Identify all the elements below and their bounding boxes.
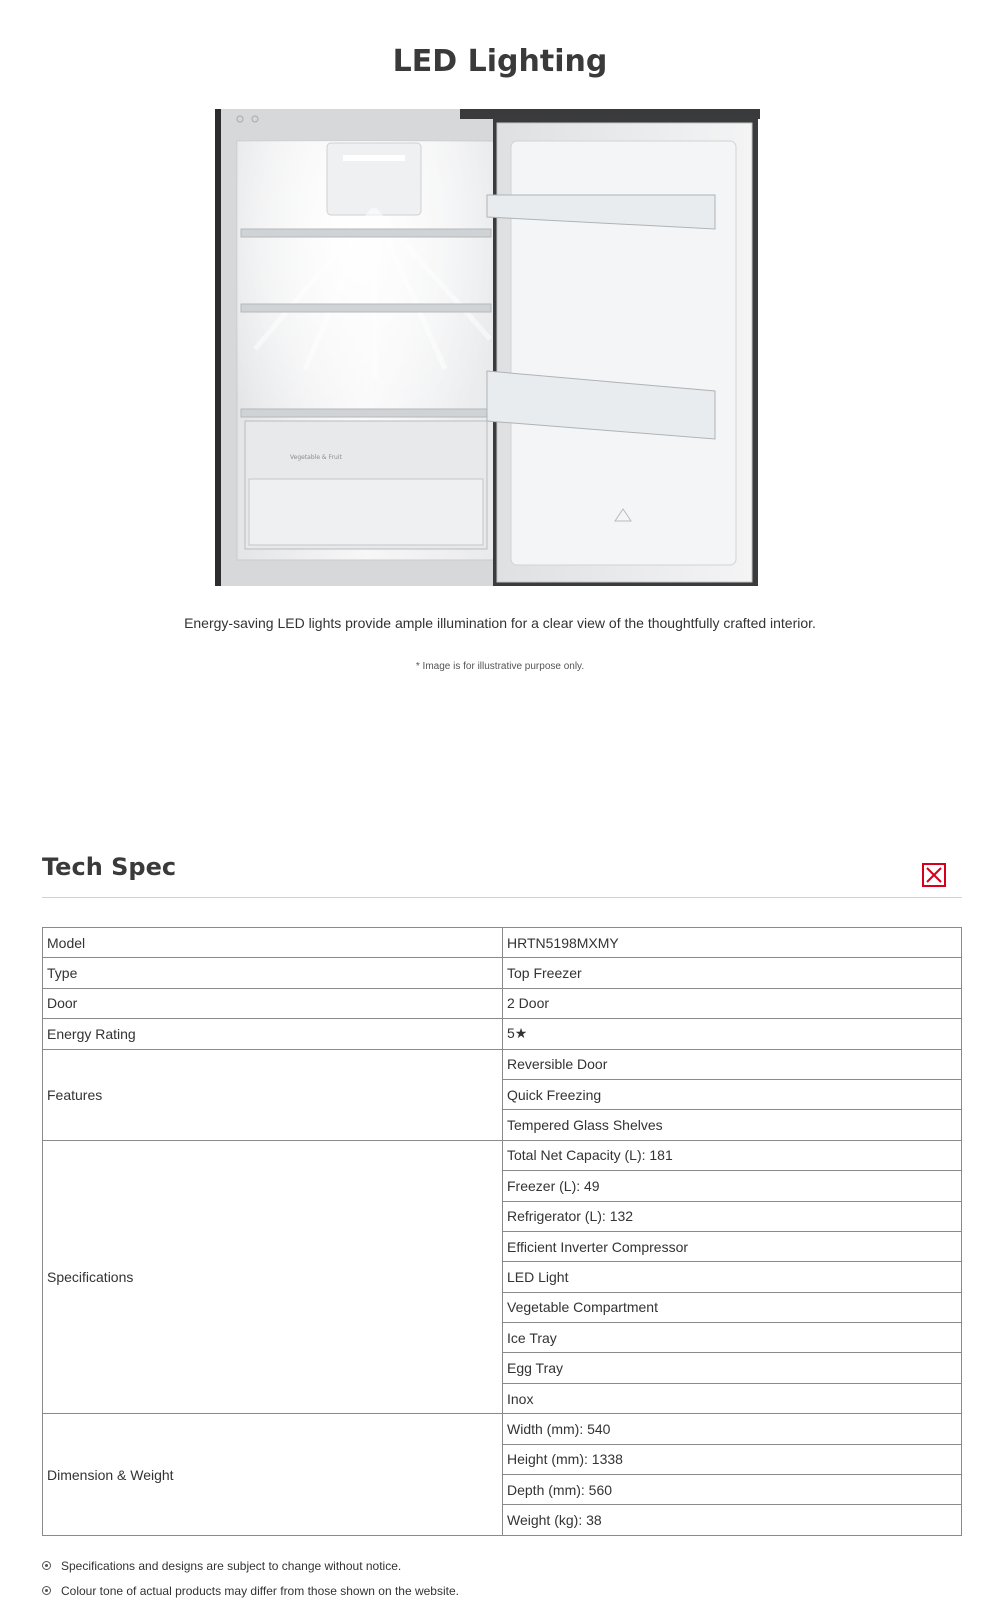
tech-spec-table (42, 927, 962, 1536)
spec-value: Ice Tray (503, 1323, 962, 1353)
spec-value: Efficient Inverter Compressor (503, 1231, 962, 1261)
close-button[interactable] (922, 863, 946, 887)
spec-row-energy-rating (43, 1019, 962, 1049)
title-divider (42, 897, 962, 898)
spec-value: Vegetable Compartment (503, 1292, 962, 1322)
close-x-icon (924, 865, 944, 885)
spec-value: 2 Door (503, 988, 962, 1018)
fridge-interior-image (215, 109, 785, 586)
spec-value: Width (mm): 540 (503, 1414, 962, 1444)
spec-row-type (43, 958, 962, 988)
spec-row-features (43, 1049, 962, 1079)
spec-label: Type (43, 958, 503, 988)
spec-row-specifications (43, 1140, 962, 1170)
spec-value: Refrigerator (L): 132 (503, 1201, 962, 1231)
spec-row-dimension-weight (43, 1414, 962, 1444)
spec-value: Freezer (L): 49 (503, 1171, 962, 1201)
spec-value: LED Light (503, 1262, 962, 1292)
footnotes (42, 1553, 459, 1603)
spec-label: Specifications (43, 1140, 503, 1414)
spec-value: Depth (mm): 560 (503, 1475, 962, 1505)
spec-row-model (43, 928, 962, 958)
footnote-text: Colour tone of actual products may differ from those shown on the website. (61, 1583, 459, 1598)
spec-value: 5★ (503, 1019, 962, 1049)
spec-label: Features (43, 1049, 503, 1140)
spec-value: Tempered Glass Shelves (503, 1110, 962, 1140)
spec-value: Inox (503, 1383, 962, 1413)
spec-value: Quick Freezing (503, 1079, 962, 1109)
footnote-text: Specifications and designs are subject to change without notice. (61, 1558, 402, 1573)
spec-label: Model (43, 928, 503, 958)
spec-label: Energy Rating (43, 1019, 503, 1049)
footnote-item (42, 1553, 459, 1578)
spec-value: Egg Tray (503, 1353, 962, 1383)
led-caption: Energy-saving LED lights provide ample illumination for a clear view of the thoughtfully crafted interior. (184, 615, 816, 631)
spec-value: HRTN5198MXMY (503, 928, 962, 958)
spec-label: Door (43, 988, 503, 1018)
bullet-circle-icon (42, 1561, 51, 1570)
spec-value: Height (mm): 1338 (503, 1444, 962, 1474)
tech-spec-title: Tech Spec (42, 853, 177, 881)
illustrative-note: * Image is for illustrative purpose only. (415, 661, 585, 672)
spec-value: Top Freezer (503, 958, 962, 988)
footnote-item (42, 1578, 459, 1603)
spec-label: Dimension & Weight (43, 1414, 503, 1536)
bullet-circle-icon (42, 1586, 51, 1595)
crisper-label: Vegetable & Fruit (290, 454, 342, 461)
spec-row-door (43, 988, 962, 1018)
spec-value: Total Net Capacity (L): 181 (503, 1140, 962, 1170)
spec-value: Weight (kg): 38 (503, 1505, 962, 1535)
spec-value: Reversible Door (503, 1049, 962, 1079)
led-lighting-title: LED Lighting (392, 44, 608, 79)
